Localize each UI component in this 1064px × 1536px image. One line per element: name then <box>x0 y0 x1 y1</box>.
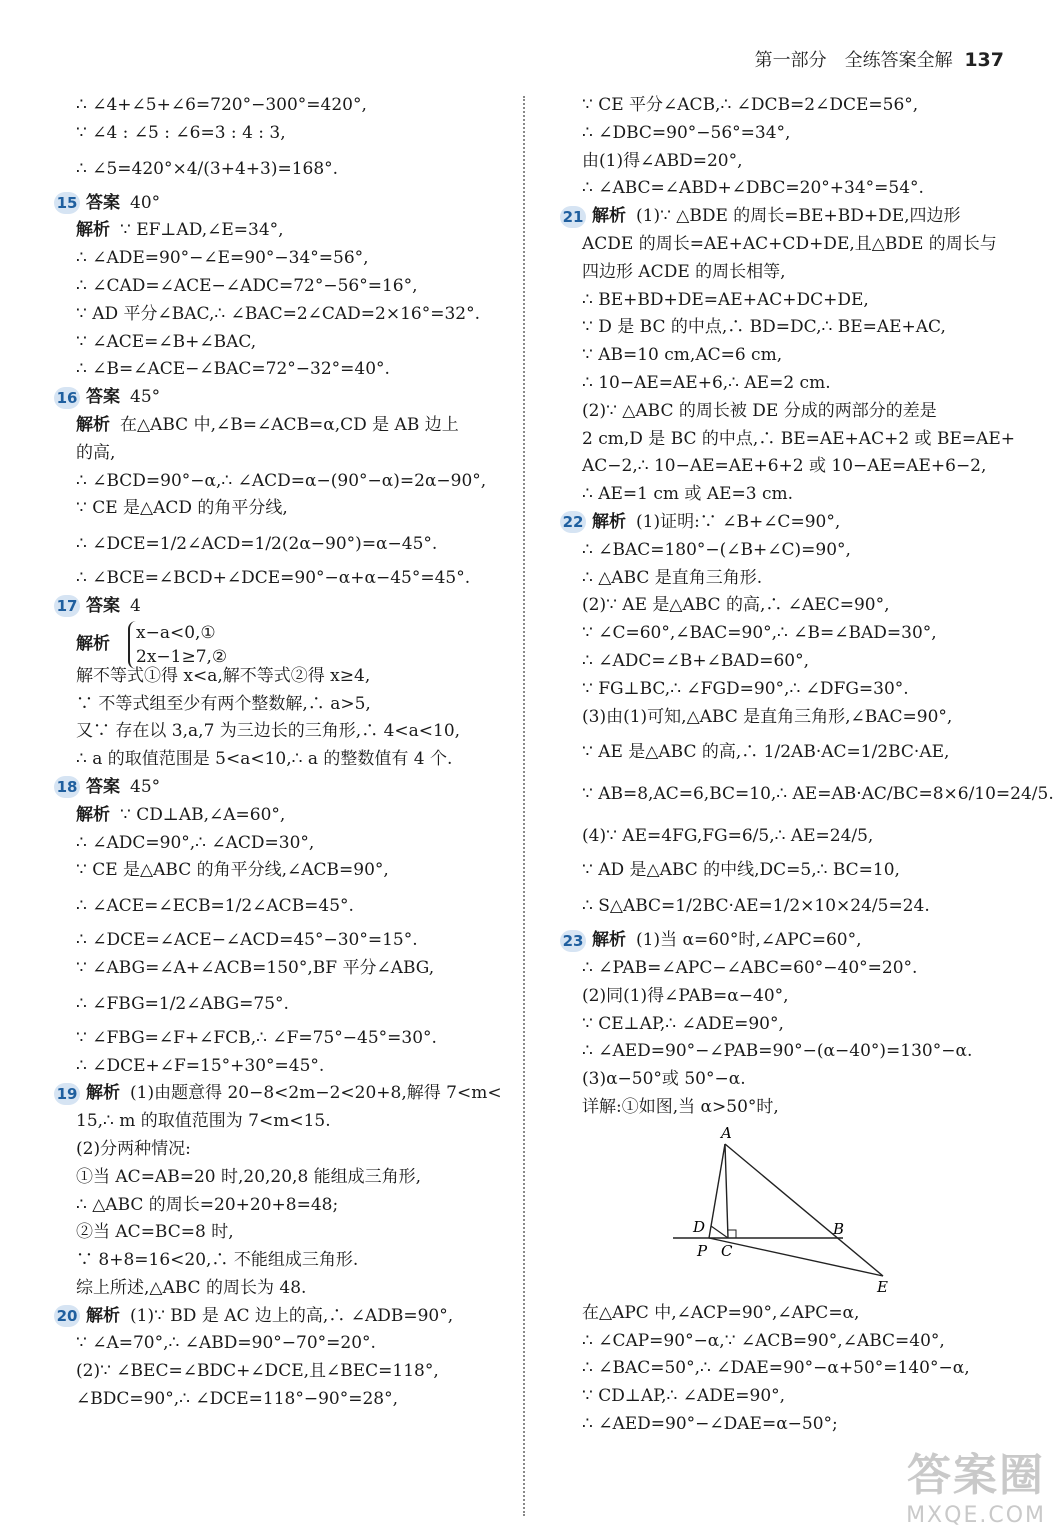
text-line <box>568 676 1018 704</box>
question-number-badge: 17 <box>54 595 80 617</box>
line-text: 的高, <box>76 442 116 463</box>
text-line <box>56 1303 512 1331</box>
line-text: (4)∵ AE=4FG,FG=6/5,∴ AE=24/5, <box>582 826 874 847</box>
line-text: ∴ ∠ADE=90°−∠E=90°−34°=56°, <box>76 248 369 269</box>
text-line <box>62 1192 512 1220</box>
line-text: (1)当 α=60°时,∠APC=60°, <box>636 930 862 951</box>
answer-label: 答案 <box>86 387 120 408</box>
text-line <box>62 663 512 691</box>
line-text: 15,∴ m 的取值范围为 7<m<15. <box>76 1111 331 1132</box>
text-line <box>568 1011 1018 1039</box>
text-line <box>568 1066 1018 1094</box>
text-line <box>568 537 1018 565</box>
text-line <box>568 342 1018 370</box>
line-text: ∴ ∠DCE=∠ACE−∠ACD=45°−30°=15°. <box>76 930 418 951</box>
line-text: (2)∵ △ABC 的周长被 DE 分成的两部分的差是 <box>582 400 937 421</box>
line-text: 45° <box>130 387 161 408</box>
line-text: ∴ ∠ACE=∠ECB=1/2∠ACB=45°. <box>76 896 354 917</box>
text-line <box>568 885 1018 927</box>
line-text: (2)∵ AE 是△ABC 的高,∴ ∠AEC=90°, <box>582 595 890 616</box>
column-divider <box>523 96 525 1516</box>
line-text: ∵ 不等式组至少有两个整数解,∴ a>5, <box>76 693 371 714</box>
line-text: 在△ABC 中,∠B=∠ACB=α,CD 是 AB 边上 <box>120 414 459 435</box>
line-text: ∴ S△ABC=1/2BC·AE=1/2×10×24/5=24. <box>582 896 930 917</box>
text-line <box>568 314 1018 342</box>
text-line <box>62 857 512 885</box>
line-text: ∴ ∠AED=90°−∠DAE=α−50°; <box>582 1413 838 1434</box>
question-number-badge: 18 <box>54 776 80 798</box>
text-line <box>62 746 512 774</box>
line-text: ∴ ∠ADC=∠B+∠BAD=60°, <box>582 650 810 671</box>
question-number-badge: 23 <box>560 930 586 952</box>
line-text: ∴ ∠AED=90°−∠PAB=90°−(α−40°)=130°−α. <box>582 1041 973 1062</box>
text-line <box>62 440 512 468</box>
text-line <box>62 329 512 357</box>
text-line <box>562 509 1018 537</box>
watermark-text: 答案圈 <box>907 1450 1046 1501</box>
line-text: ∵ D 是 BC 的中点,∴ BD=DC,∴ BE=AE+AC, <box>582 317 946 338</box>
text-line <box>568 648 1018 676</box>
question-number-badge: 20 <box>54 1305 80 1327</box>
text-line <box>62 356 512 384</box>
text-line <box>62 523 512 565</box>
text-line <box>62 955 512 983</box>
line-text: ∴ ∠DCE=1/2∠ACD=1/2(2α−90°)=α−45°. <box>76 534 438 555</box>
page-number: 137 <box>964 49 1004 71</box>
line-text: ∴ BE+BD+DE=AE+AC+DC+DE, <box>582 289 869 310</box>
line-text: ∵ AD 平分∠BAC,∴ ∠BAC=2∠CAD=2×16°=32°. <box>76 303 481 324</box>
line-text: ∵ ∠4 : ∠5 : ∠6=3 : 4 : 3, <box>76 122 286 143</box>
text-line <box>62 468 512 496</box>
line-text: ∴ ∠CAD=∠ACE−∠ADC=72°−56°=16°, <box>76 275 418 296</box>
line-text: ∴ ∠ADC=90°,∴ ∠ACD=30°, <box>76 832 315 853</box>
line-text: 解不等式①得 x<a,解不等式②得 x≥4, <box>76 665 371 686</box>
text-line <box>568 704 1018 732</box>
text-line <box>62 927 512 955</box>
line-text: ∵ FG⊥BC,∴ ∠FGD=90°,∴ ∠DFG=30°. <box>582 678 909 699</box>
text-line <box>56 774 512 802</box>
section-title: 第一部分 全练答案全解 <box>754 50 953 71</box>
text-line <box>568 955 1018 983</box>
line-text: ∵ CE⊥AP,∴ ∠ADE=90°, <box>582 1013 784 1034</box>
line-text: ∵ CD⊥AP,∴ ∠ADE=90°, <box>582 1386 786 1407</box>
line-text: (2)同(1)得∠PAB=α−40°, <box>582 985 789 1006</box>
line-text: ∴ ∠5=420°×4/(3+4+3)=168°. <box>76 158 339 179</box>
line-text: 又∵ 存在以 3,a,7 为三边长的三角形,∴ 4<a<10, <box>76 721 461 742</box>
text-line <box>62 1330 512 1358</box>
inequality-row: x−a<0,① <box>136 622 216 643</box>
inequality-row: 2x−1≥7,② <box>136 646 228 667</box>
line-text: 45° <box>130 776 161 797</box>
text-line <box>62 120 512 148</box>
line-text: ∴ △ABC 是直角三角形. <box>582 567 763 588</box>
text-line <box>568 592 1018 620</box>
line-text: ①当 AC=AB=20 时,20,20,8 能组成三角形, <box>76 1166 422 1187</box>
text-line <box>568 1038 1018 1066</box>
text-line <box>62 830 512 858</box>
line-text: ∵ CE 平分∠ACB,∴ ∠DCB=2∠DCE=56°, <box>582 95 919 115</box>
text-line <box>568 1411 1018 1439</box>
watermark-logo <box>906 1439 1046 1528</box>
text-line <box>568 120 1018 148</box>
line-text: ∵ CE 是△ACD 的角平分线, <box>76 498 288 519</box>
line-text: ∴ AE=1 cm 或 AE=3 cm. <box>582 484 794 505</box>
text-line <box>62 273 512 301</box>
inequality-system <box>128 621 227 669</box>
text-line <box>568 398 1018 426</box>
triangle-diagram <box>673 1123 913 1296</box>
line-text: 详解:①如图,当 α>50°时, <box>582 1096 779 1117</box>
line-text: ∵ AB=10 cm,AC=6 cm, <box>582 345 783 366</box>
line-text: 四边形 ACDE 的周长相等, <box>582 261 786 282</box>
text-line <box>568 983 1018 1011</box>
text-line <box>62 691 512 719</box>
line-text: ∴ ∠BAC=180°−(∠B+∠C)=90°, <box>582 539 851 560</box>
text-line <box>62 565 512 593</box>
text-line <box>568 1300 1018 1328</box>
answer-label: 解析 <box>86 1083 120 1104</box>
text-line <box>62 92 512 120</box>
text-line <box>62 148 512 190</box>
line-text: ∴ ∠PAB=∠APC−∠ABC=60°−40°=20°. <box>582 957 918 978</box>
text-line <box>568 453 1018 481</box>
line-text: ∵ EF⊥AD,∠E=34°, <box>120 220 284 241</box>
line-text: ∠BDC=90°,∴ ∠DCE=118°−90°=28°, <box>76 1389 399 1410</box>
text-line <box>62 495 512 523</box>
line-text: (2)分两种情况: <box>76 1138 191 1159</box>
label-a: A <box>721 1123 732 1142</box>
line-text: (3)由(1)可知,△ABC 是直角三角形,∠BAC=90°, <box>582 706 953 727</box>
line-text: ∵ AE 是△ABC 的高,∴ 1/2AB·AC=1/2BC·AE, <box>582 742 950 763</box>
line-text: ∴ ∠BCD=90°−α,∴ ∠ACD=α−(90°−α)=2α−90°, <box>76 470 487 491</box>
text-line <box>568 1094 1018 1122</box>
text-line <box>568 1328 1018 1356</box>
text-line <box>568 148 1018 176</box>
text-line <box>62 1247 512 1275</box>
text-line <box>62 1219 512 1247</box>
line-text: ∴ ∠CAP=90°−α,∵ ∠ACB=90°,∠ABC=40°, <box>582 1330 945 1351</box>
text-line <box>568 426 1018 454</box>
text-line <box>568 1355 1018 1383</box>
text-line <box>56 190 512 218</box>
line-text: (1)由题意得 20−8<2m−2<20+8,解得 7<m< <box>130 1083 502 1104</box>
text-line <box>62 885 512 927</box>
line-text: ∴ a 的取值范围是 5<a<10,∴ a 的整数值有 4 个. <box>76 749 453 770</box>
answer-label: 答案 <box>86 776 120 797</box>
text-line <box>568 231 1018 259</box>
text-line <box>568 773 1054 815</box>
question-number-badge: 19 <box>54 1083 80 1105</box>
text-line <box>568 259 1018 287</box>
text-line <box>568 815 1018 857</box>
page-header <box>755 46 1004 72</box>
text-line <box>62 1025 512 1053</box>
line-text: (3)α−50°或 50°−α. <box>582 1069 746 1090</box>
text-line <box>568 1383 1018 1411</box>
text-line <box>62 301 512 329</box>
text-line <box>568 175 1018 203</box>
line-text: ∴ ∠DCE+∠F=15°+30°=45°. <box>76 1055 325 1076</box>
label-p: P <box>697 1241 708 1260</box>
text-line <box>62 412 512 440</box>
question-number-badge: 21 <box>560 206 586 228</box>
line-text: 综上所述,△ABC 的周长为 48. <box>76 1277 307 1298</box>
text-line <box>568 287 1018 315</box>
line-text: (1)证明:∵ ∠B+∠C=90°, <box>636 511 841 532</box>
text-line <box>62 802 512 830</box>
text-line <box>568 92 1018 120</box>
text-line <box>62 1053 512 1081</box>
line-text: ∴ ∠B=∠ACE−∠BAC=72°−32°=40°. <box>76 359 390 380</box>
text-line <box>62 1275 512 1303</box>
text-line <box>568 731 1018 773</box>
geometry-figure <box>673 1123 913 1296</box>
line-text: 在△APC 中,∠ACP=90°,∠APC=α, <box>582 1302 860 1323</box>
answer-label: 解析 <box>592 206 626 227</box>
line-text: ∵ ∠C=60°,∠BAC=90°,∴ ∠B=∠BAD=30°, <box>582 623 937 644</box>
label-e: E <box>877 1277 888 1296</box>
text-line <box>62 1136 512 1164</box>
right-column <box>562 92 1054 1439</box>
line-text: ACDE 的周长=AE+AC+CD+DE,且△BDE 的周长与 <box>582 233 997 254</box>
answer-label: 解析 <box>592 930 626 951</box>
line-text: ∵ CE 是△ABC 的角平分线,∠ACB=90°, <box>76 860 389 881</box>
text-line <box>62 718 512 746</box>
question-number-badge: 16 <box>54 387 80 409</box>
line-text: ∵ AB=8,AC=6,BC=10,∴ AE=AB·AC/BC=8×6/10=24/5. <box>582 784 1054 805</box>
line-text: ∵ CD⊥AB,∠A=60°, <box>120 804 286 825</box>
text-line <box>62 1386 512 1414</box>
answer-label: 解析 <box>76 414 110 435</box>
text-line <box>568 481 1018 509</box>
answer-label: 答案 <box>86 192 120 213</box>
line-text: ∵ ∠ACE=∠B+∠BAC, <box>76 331 257 352</box>
text-line <box>62 983 512 1025</box>
text-line <box>568 565 1018 593</box>
line-text: ∵ ∠FBG=∠F+∠FCB,∴ ∠F=75°−45°=30°. <box>76 1027 437 1048</box>
answer-label: 解析 <box>86 1305 120 1326</box>
line-text: ∴ ∠FBG=1/2∠ABG=75°. <box>76 993 289 1014</box>
line-text: ∵ 8+8=16<20,∴ 不能组成三角形. <box>76 1250 359 1271</box>
line-text: ∴ 10−AE=AE+6,∴ AE=2 cm. <box>582 372 831 393</box>
text-line <box>56 384 512 412</box>
line-text: ∴ △ABC 的周长=20+20+8=48; <box>76 1194 339 1215</box>
text-line <box>62 1164 512 1192</box>
text-line <box>62 1358 512 1386</box>
line-text: ∴ ∠DBC=90°−56°=34°, <box>582 122 791 143</box>
line-text: 2 cm,D 是 BC 的中点,∴ BE=AE+AC+2 或 BE=AE+ <box>582 428 1016 449</box>
line-text: 由(1)得∠ABD=20°, <box>582 150 743 171</box>
question-number-badge: 15 <box>54 192 80 214</box>
line-text: AC−2,∴ 10−AE=AE+6+2 或 10−AE=AE+6−2, <box>582 456 987 477</box>
line-text: ∵ AD 是△ABC 的中线,DC=5,∴ BC=10, <box>582 860 900 881</box>
answer-label: 解析 <box>76 220 110 241</box>
text-line <box>62 245 512 273</box>
text-line <box>62 621 512 667</box>
answer-label: 答案 <box>86 595 120 616</box>
text-line <box>562 203 1018 231</box>
text-line <box>56 593 512 621</box>
answer-label: 解析 <box>76 634 110 655</box>
line-text: ②当 AC=BC=8 时, <box>76 1222 234 1243</box>
line-text: 40° <box>130 192 161 213</box>
label-b: B <box>833 1219 845 1238</box>
text-line <box>562 927 1018 955</box>
watermark-url: MXQE.COM <box>906 1503 1046 1528</box>
label-c: C <box>721 1241 733 1260</box>
question-number-badge: 22 <box>560 511 586 533</box>
line-text: (1)∵ △BDE 的周长=BE+BD+DE,四边形 <box>636 206 961 227</box>
label-d: D <box>693 1217 706 1236</box>
text-line <box>568 857 1018 885</box>
text-line <box>62 1108 512 1136</box>
answer-label: 解析 <box>592 511 626 532</box>
line-text: ∴ ∠BAC=50°,∴ ∠DAE=90°−α+50°=140°−α, <box>582 1358 970 1379</box>
line-text: ∵ ∠ABG=∠A+∠ACB=150°,BF 平分∠ABG, <box>76 957 435 978</box>
line-text: 4 <box>130 595 141 616</box>
text-line <box>56 1080 512 1108</box>
line-text: ∴ ∠BCE=∠BCD+∠DCE=90°−α+α−45°=45°. <box>76 568 471 589</box>
line-text: ∴ ∠ABC=∠ABD+∠DBC=20°+34°=54°. <box>582 178 924 199</box>
left-column <box>56 92 512 1414</box>
text-line <box>568 620 1018 648</box>
answer-label: 解析 <box>76 804 110 825</box>
line-text: ∴ ∠4+∠5+∠6=720°−300°=420°, <box>76 95 367 115</box>
line-text: (2)∵ ∠BEC=∠BDC+∠DCE,且∠BEC=118°, <box>76 1361 439 1382</box>
line-text: (1)∵ BD 是 AC 边上的高,∴ ∠ADB=90°, <box>130 1305 454 1326</box>
text-line <box>568 370 1018 398</box>
line-text: ∵ ∠A=70°,∴ ∠ABD=90°−70°=20°. <box>76 1333 376 1354</box>
text-line <box>62 217 512 245</box>
